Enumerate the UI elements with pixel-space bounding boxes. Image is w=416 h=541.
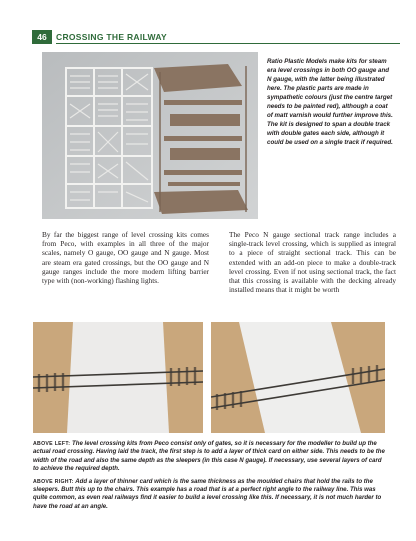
crossing-step2-illustration: [211, 322, 385, 433]
kit-sprue-photo: [42, 52, 258, 219]
caption-label-above-left: ABOVE LEFT:: [33, 441, 71, 447]
caption-text-above-left: The level crossing kits from Peco consist only of gates, so it is necessary for the modeller to build up the actual road crossing. Having laid the track, the first step is to add a layer of thick card on either side. This needs to be the width of the road and also the same depth as the sleepers (in this case N gauge). If necessary, use several layers of card to achieve the required depth.: [33, 440, 385, 473]
running-header: [32, 30, 400, 44]
crossing-step1-photo: [33, 322, 203, 433]
caption-above-left: [33, 440, 385, 474]
section-title: CROSSING THE RAILWAY: [56, 32, 168, 42]
page-number: 46: [32, 30, 52, 44]
photo-caption-top: Ratio Plastic Models make kits for steam era level crossings in both OO gauge and N gauge, with the latter being illustrated here. The plastic parts are made in sympathetic colours (just the centre target needs to be painted red), although a coat of matt varnish would further improve this. The kit is designed to span a double track with double gates each side, although it could be used on a single track if required.: [267, 58, 393, 146]
crossing-step1-illustration: [33, 322, 203, 433]
caption-label-above-right: ABOVE RIGHT:: [33, 478, 74, 485]
body-column-left: By far the biggest range of level crossing kits comes from Peco, with examples in all three of the major scales, namely O gauge, OO gauge and N gauge. Most are steam era gated crossings, but the OO gauge and N gauge ranges include the more modern lifting barrier type with (non-working) flashing lights.: [42, 230, 209, 286]
header-rule: [56, 43, 400, 44]
crossing-step2-photo: [211, 322, 385, 433]
body-text: [42, 230, 396, 312]
caption-text-above-right: Add a layer of thinner card which is the same thickness as the moulded chairs that hold the rails to the sleepers. Butt this up to the chairs. This example has a road that is at a perfect right angle to the railway line. This was quite common, as even real railways find it easier to build a level crossing like this. If necessary, it is not much harder to have the road at an angle.: [33, 477, 382, 510]
body-column-right: The Peco N gauge sectional track range includes a single-track level crossing, which is supplied as integral to a piece of straight sectional track. This can be extended with an add-on piece to make a double-track level crossing. Even if not using sectional track, the fact that this crossing is available with the decking already installed means that it might be worth: [229, 230, 396, 295]
caption-above-right: [33, 478, 385, 512]
kit-sprue-illustration: [42, 52, 258, 219]
photo-captions-bottom: [33, 440, 385, 515]
